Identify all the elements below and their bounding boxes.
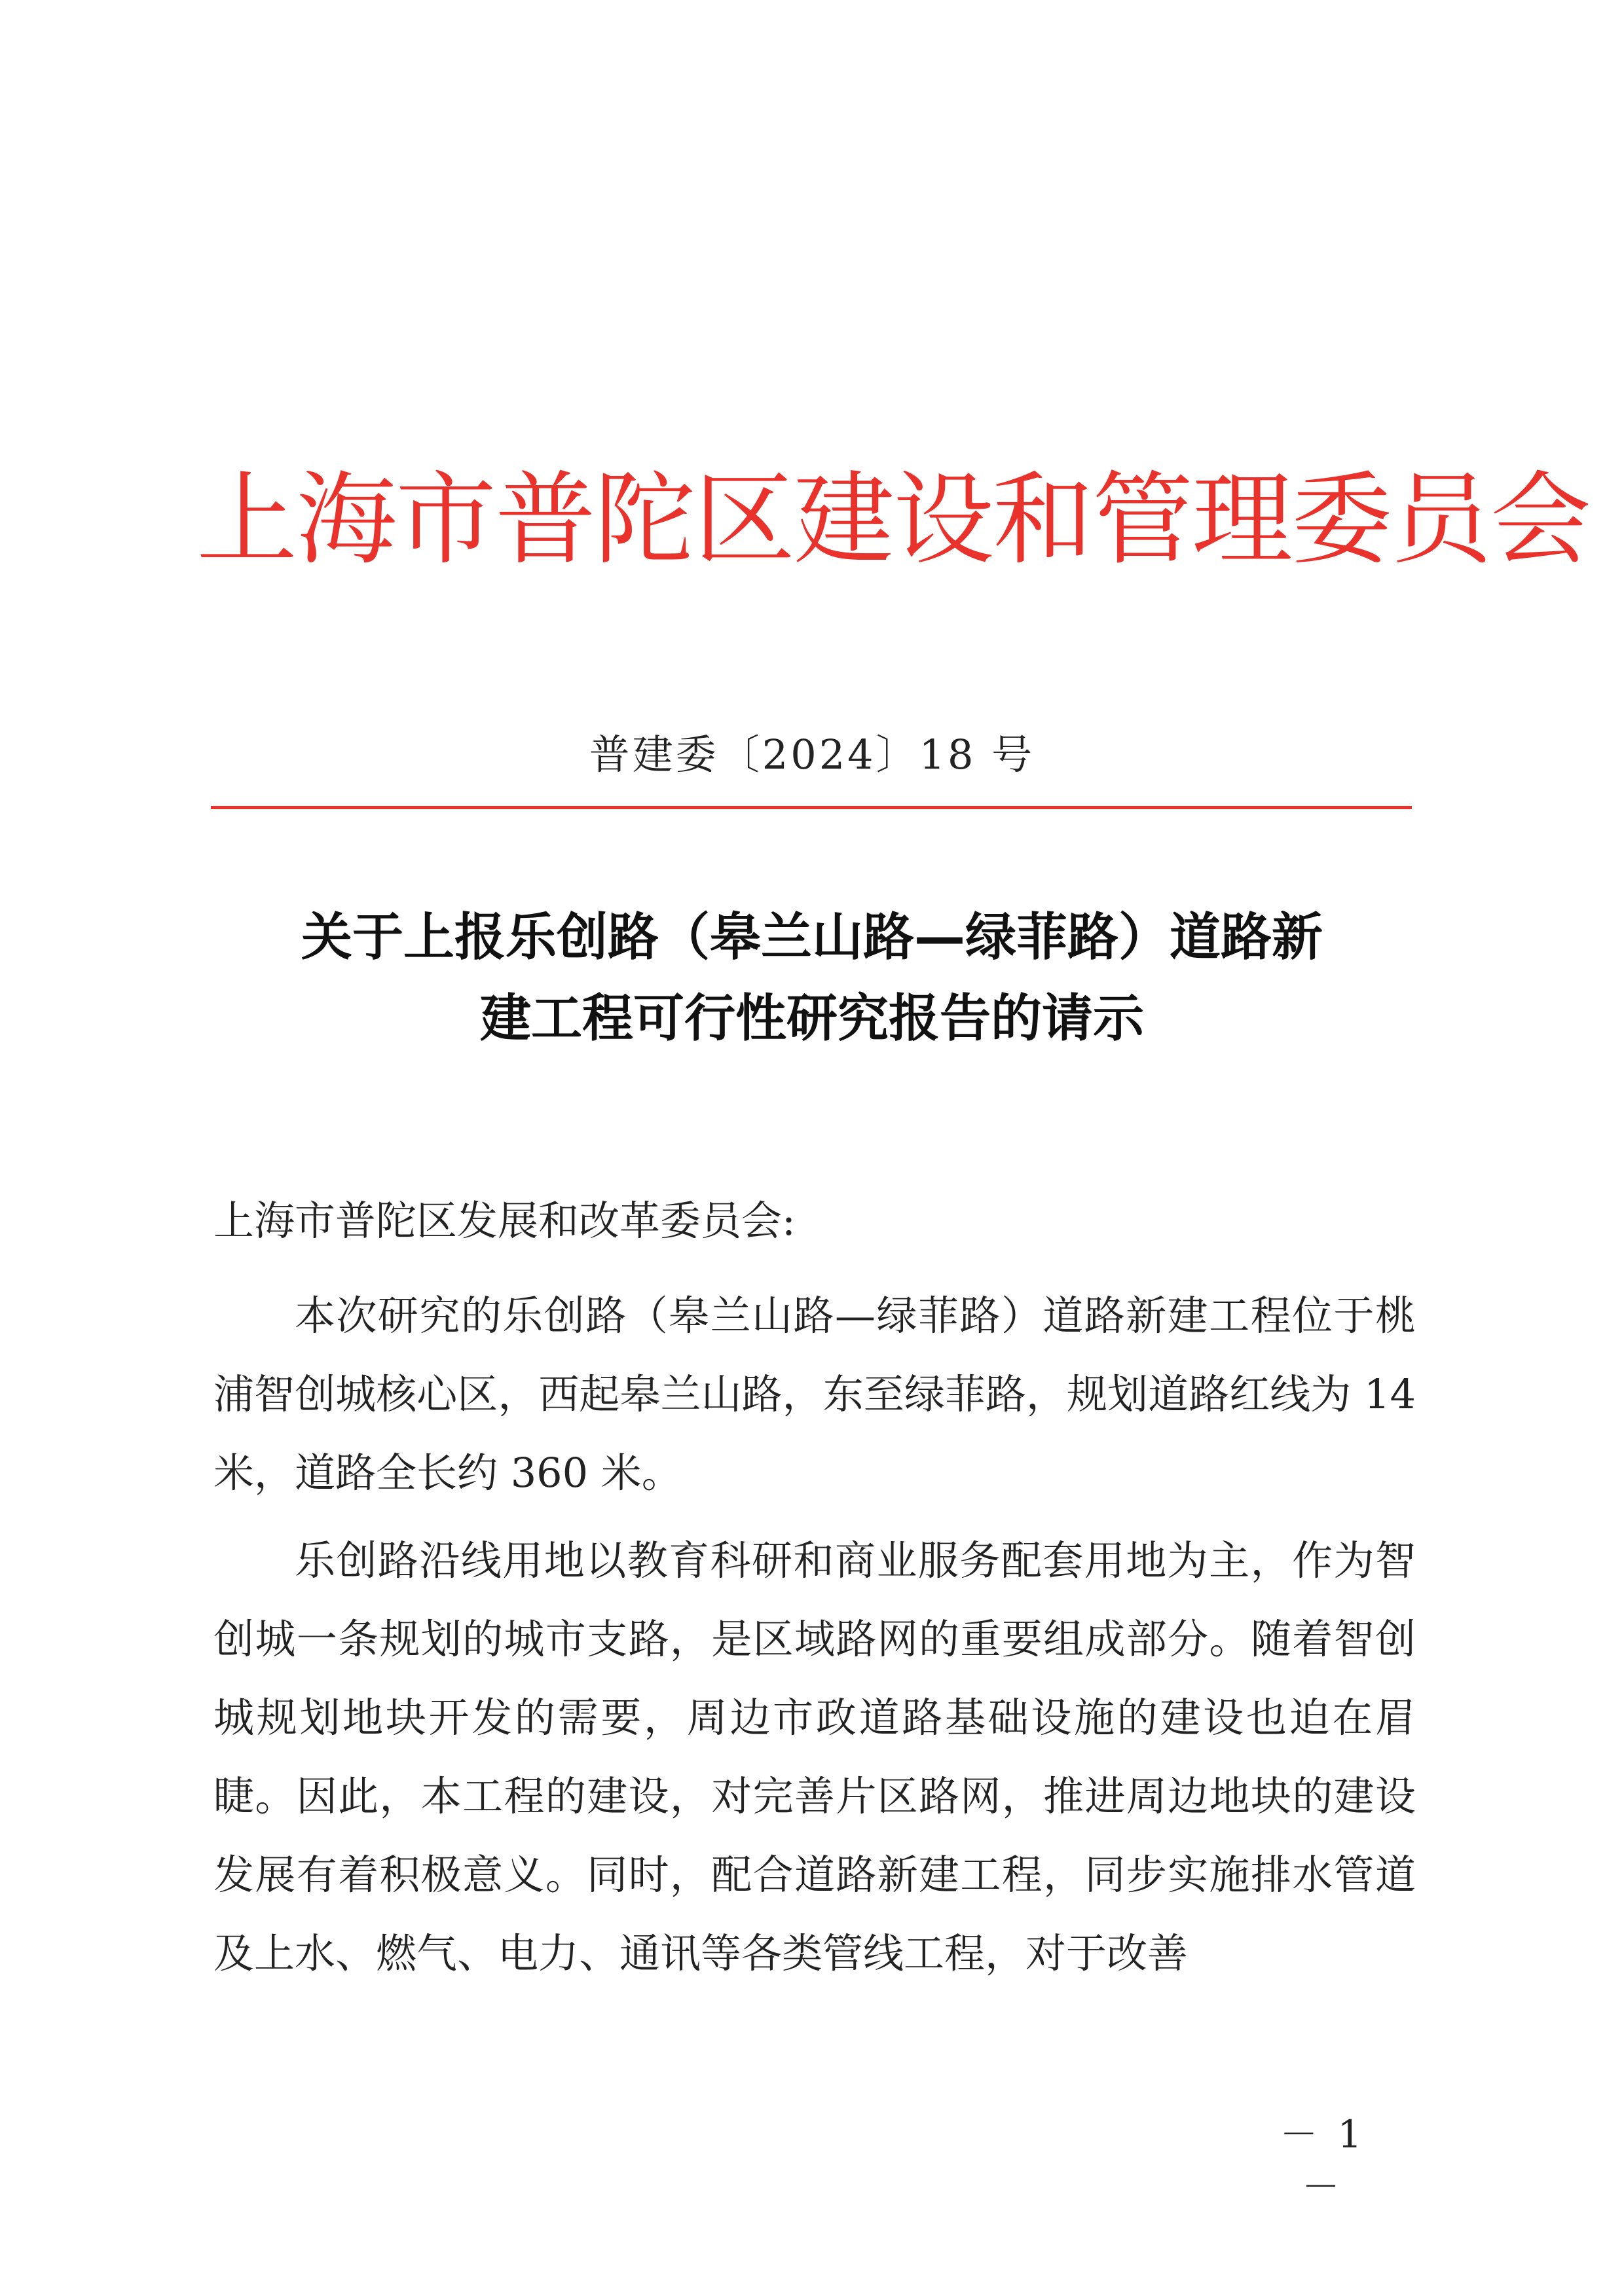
document-number: 普建委〔2024〕18 号 [589,731,1035,778]
issuing-organization-header: 上海市普陀区建设和管理委员会 [196,462,1591,579]
document-title-line-2: 建工程可行性研究报告的请示 [479,989,1144,1048]
body-paragraph-2: 乐创路沿线用地以教育科研和商业服务配套用地为主，作为智创城一条规划的城市支路，是区域路网的重要组成部分。随着智创城规划地块开发的需要，周边市政道路基础设施的建设也迫在眉睫。因此，本工程的建设，对完善片区路网，推进周边地块的建设发展有着积极意义。同时，配合道路新建工程，同步实施排水管道及上水、燃气、电力、通讯等各类管线工程，对于改善 [213,1537,1416,1977]
document-title-line-1: 关于上报乐创路（皋兰山路—绿菲路）道路新 [301,908,1323,967]
body-paragraph-1: 本次研究的乐创路（皋兰山路—绿菲路）道路新建工程位于桃浦智创城核心区，西起皋兰山路，东至绿菲路，规划道路红线为 14 米，道路全长约 360 米。 [213,1292,1416,1497]
document-body [213,1277,1416,2002]
document-title [210,897,1414,1059]
red-divider-line [211,806,1412,809]
recipient-line: 上海市普陀区发展和改革委员会: [213,1197,796,1245]
page-number: － 1 － [1280,2112,1366,2209]
